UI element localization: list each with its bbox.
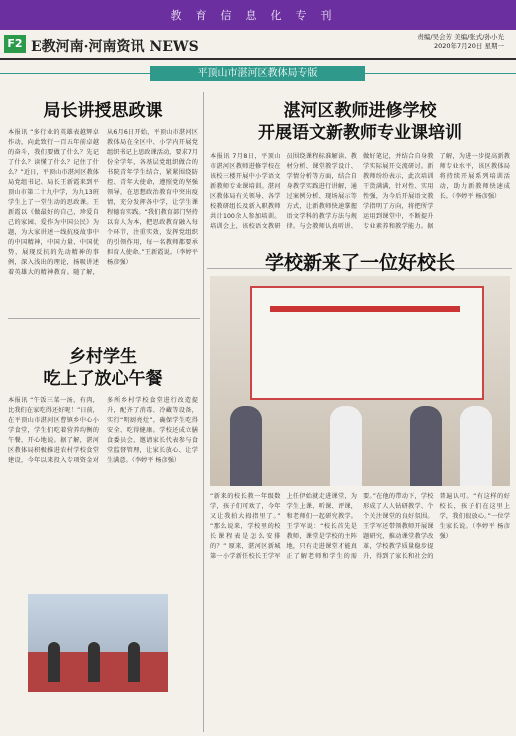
article-body: 本报讯 “午饭三菜一汤，有肉，比我们在家吃得还好呢！”日前，在平顶山市湛河区曹镇乡中心小学食堂，学生们吃着营养均衡的午餐，开心地说。据了解，湛河区教体局积极推进农村学校食堂建设，今年以来投入专项资金对多所乡村学校食堂进行改造提升，配齐了消毒、冷藏等设备，实行“明厨亮灶”，确保学生吃得安全、吃得健康。学校还成立膳食委员会，邀请家长代表参与食堂监督管理，让家长放心、让学生满意。（李婷平 杨彦强） [8, 397, 198, 464]
masthead [0, 30, 516, 60]
photo-board [250, 286, 484, 400]
section-header-bar [0, 0, 516, 30]
section-banner: 平顶山市湛河区教体局专版 [150, 66, 365, 81]
page-number: F2 [4, 35, 26, 53]
photo-kid [48, 642, 60, 682]
article-title: 学校新来了一位好校长 [264, 252, 455, 274]
photo-kid [128, 642, 140, 682]
photo-person [410, 406, 442, 486]
article-body: 本报讯 7月8日，平顶山市湛河区教师进修学校在该校三楼开展中小学语文新教师专业课培训。湛河区教体局有关领导、各学校教研组长及新入职教师共计100余人参加培训。培训会上，该校语文教研员围绕课程标准解读、教材分析、课堂教学设计、学情分析等方面，结合自身教学实践进行讲解，通过案例分析、现场展示等方式，让新教师快速掌握语文学科的教学方法与规律。与会教师认真听讲、做好笔记，并结合自身教学实际展开交流研讨。新教师纷纷表示，此次培训干货满满，针对性、实用性强，为今后开展语文教学指明了方向，将把所学运用到课堂中，不断提升专业素养和教学能力。据了解，为进一步提高新教师专业水平，该区教体局将持续开展系列培训活动，助力新教师快速成长。（李婷平 杨彦强） [210, 153, 510, 230]
article-title: 局长讲授思政课 [43, 101, 163, 121]
canteen-photo [28, 594, 168, 692]
photo-person [460, 406, 492, 486]
article-title: 湛河区教师进修学校 开展语文新教师专业课培训 [258, 101, 462, 143]
editor-line: 责编/吴会芳 美编/张式/孙小光 [417, 33, 504, 41]
school-event-photo [210, 276, 510, 486]
masthead-meta [417, 33, 504, 51]
article-body: “新来的校长教一年级数学，孩子们可欢了，今年又让我拍大拇指里了。” “那么说来，学校里的校长课程表是怎么安排的？” 原来，湛河区新城第一小学新任校长王学军上任伊始就走进课堂，为学生上课、听课、评课，和老师们一起研究教学。王学军说：“校长首先是教师，课堂是学校的主阵地，只有走进课堂才能真正了解老师和学生的需要。”在他的带动下，学校形成了人人钻研教学、个个关注课堂的良好氛围。王学军还带领教师开展课题研究，推动课堂教学改革，学校教学质量稳步提升，得到了家长和社会的普遍认可。“有这样的好校长，孩子们在这里上学，我们很放心。”一位学生家长说。（李婷平 杨彦强） [210, 493, 510, 560]
article-title: 乡村学生 吃上了放心午餐 [43, 347, 163, 389]
photo-person [330, 406, 362, 486]
photo-stripe [270, 306, 460, 312]
section-header-text: 教育信息化专刊 [170, 9, 346, 22]
photo-person [230, 406, 262, 486]
paper-title: E教河南·河南资讯 NEWS [31, 39, 199, 55]
article-body: 本报讯 “多行业的英雄表越辉卓作动，向此致行一百五年前卓越的奋斗，我们要做了什么？先记了什么？读懂了什么？记住了什么？”近日，平顶山市湛河区教体局党组书记、局长王新霞来到平顶山市第二十九中学，为九13班学生上了一堂生动的思政课。王新霞以《做最好的自己，珍爱自己的家园、爱作为中国公民》为题，为大家讲述一线抗疫故事中的中国精神，中国力量、中国优势，展现反抗的先动精神的事例，深入浅出的理论，扬吸讲述着英雄大的精神教育。随了解，从6月6日开始，平顶山市湛河区教体局在全区中、小学内开展党组织书记上思政课活动，要求7月份全学年，各基层党组织做合的书院青年学生结合，紧紧围绕防控、青年大使命，遵照党的坚强领导，在思想政治教育中突出疫情，充分发挥各中学，让学生课程德育实践。“我们教育部门坚持以育人为本，把思政教育融入每个环节，注重实效，发挥党组织的引领作用，每一名教师都要承担育人使命。”王新霞说。（李婷平 杨彦强） [8, 129, 198, 276]
section-divider [8, 318, 200, 319]
column-divider [203, 92, 204, 732]
photo-kid [88, 642, 100, 682]
date-line: 2020年7月20日 星期一 [433, 42, 504, 50]
